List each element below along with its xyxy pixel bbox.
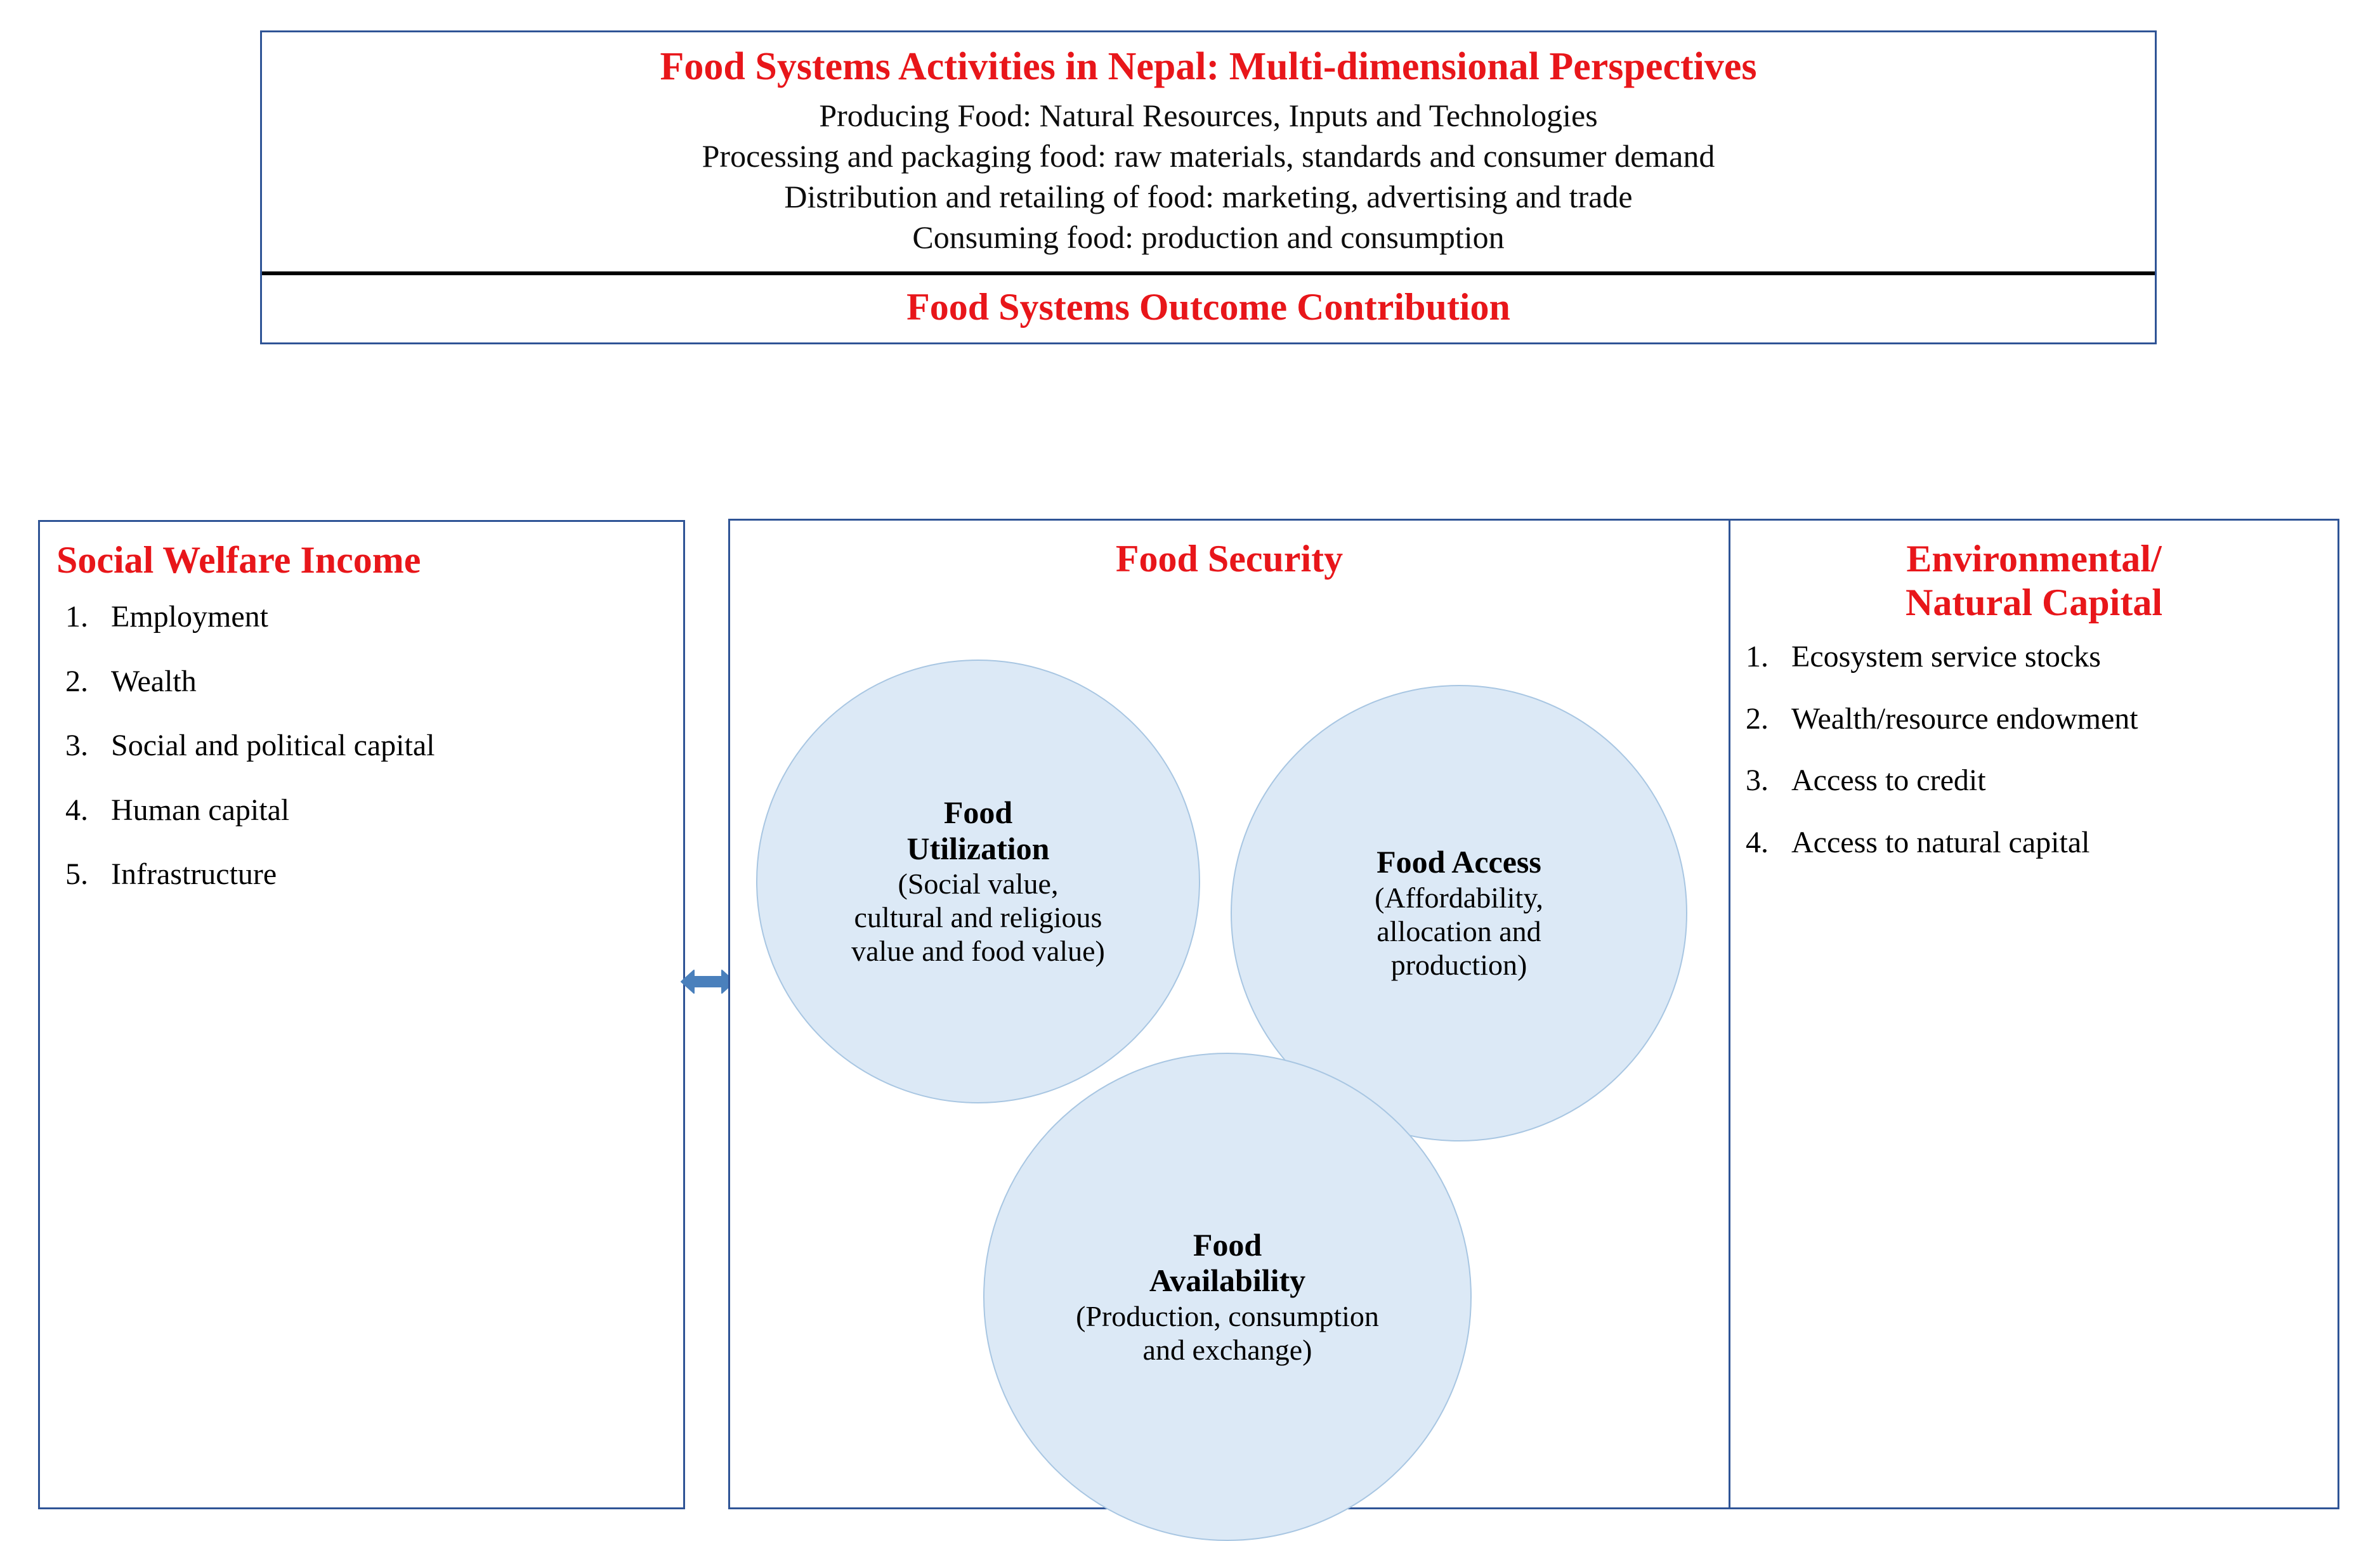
food-access-subtitle: (Affordability, allocation and production) [1375,881,1543,981]
food-utilization-subtitle: (Social value, cultural and religious value and food value) [851,868,1105,967]
social-welfare-list [40,599,683,893]
list-item-label: Ecosystem service stocks [1791,640,2101,673]
food-availability-subtitle: (Production, consumption and exchange) [1076,1299,1379,1366]
food-availability-title-line2: Availability [1149,1263,1306,1299]
food-availability-title-line1: Food [1193,1226,1262,1263]
list-item-label: Wealth [111,664,197,698]
list-item-number: 3. [65,729,88,763]
page-title: Food Systems Activities in Nepal: Multi-dimensional Perspectives [660,45,1757,88]
food-utilization-circle [756,660,1200,1103]
list-item-number: 3. [1746,764,1769,798]
food-availability-circle [983,1053,1472,1541]
list-item-label: Human capital [111,793,290,827]
list-item [65,792,677,829]
activity-line-4: Consuming food: production and consumption [912,219,1505,256]
activity-line-2: Processing and packaging food: raw materials, standards and consumer demand [702,138,1715,174]
list-item [1746,701,2331,738]
food-systems-activities-panel [260,30,2157,344]
food-security-heading: Food Security [1115,538,1344,580]
environmental-natural-capital-panel [1730,519,2339,1509]
environmental-heading-line2: Natural Capital [1906,582,2162,623]
list-item-label: Social and political capital [111,729,435,763]
list-item-number: 4. [1746,825,1769,859]
list-item-label: Infrastructure [111,857,277,892]
environmental-heading-line1: Environmental/ [1906,538,2162,580]
food-access-title: Food Access [1376,844,1541,880]
list-item-number: 4. [65,793,88,827]
activities-block [262,32,2155,266]
food-utilization-title-line1: Food [943,795,1013,831]
list-item-number: 5. [65,857,88,892]
outcome-title: Food Systems Outcome Contribution [906,286,1510,328]
list-item [1746,824,2331,861]
list-item-number: 1. [65,600,88,634]
list-item [1746,762,2331,799]
environmental-list [1730,639,2338,861]
list-item-label: Access to credit [1791,764,1986,798]
social-welfare-heading: Social Welfare Income [56,539,421,581]
list-item [65,599,677,635]
list-item [1746,639,2331,675]
list-item-number: 2. [65,664,88,698]
list-item [65,663,677,700]
list-item-number: 1. [1746,640,1769,673]
social-welfare-income-panel [38,520,685,1509]
list-item [65,856,677,893]
bidirectional-arrow-icon [680,964,736,999]
food-utilization-title-line2: Utilization [906,830,1050,866]
list-item-number: 2. [1746,701,1769,736]
activity-line-3: Distribution and retailing of food: marketing, advertising and trade [784,179,1633,215]
activity-line-1: Producing Food: Natural Resources, Inputs and Technologies [819,98,1598,134]
list-item-label: Access to natural capital [1791,825,2090,859]
list-item-label: Wealth/resource endowment [1791,701,2138,736]
list-item-label: Employment [111,600,268,634]
outcome-contribution-bar [262,275,2155,342]
list-item [65,727,677,764]
